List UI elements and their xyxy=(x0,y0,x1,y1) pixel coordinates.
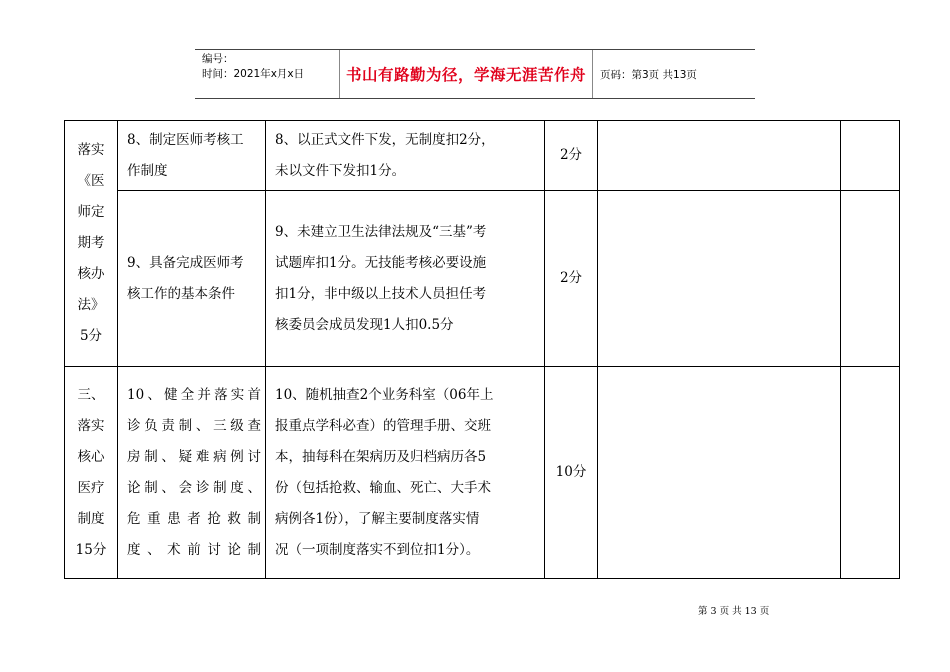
table-row xyxy=(65,367,900,579)
empty-cell xyxy=(841,191,900,367)
standard-cell xyxy=(266,121,545,191)
item-line: 论制、会诊制度、 xyxy=(127,479,261,496)
empty-cell xyxy=(598,191,841,367)
table-row xyxy=(65,121,900,191)
standard-cell xyxy=(266,191,545,367)
category-cell xyxy=(65,367,118,579)
empty-cell xyxy=(841,367,900,579)
standard-line: 况（一项制度落实不到位扣1分）。 xyxy=(275,541,480,558)
standard-line: 8、以正式文件下发，无制度扣2分， xyxy=(275,131,495,148)
item-line: 9、具备完成医师考 xyxy=(127,254,244,271)
category-line: 制度 xyxy=(77,510,105,527)
item-line: 危重患者抢救制 xyxy=(127,510,261,527)
empty-cell xyxy=(598,367,841,579)
category-line: 落实 xyxy=(77,417,105,434)
points-cell: 2分 xyxy=(545,191,598,367)
assessment-table xyxy=(64,120,900,579)
category-line: 期考 xyxy=(77,235,105,251)
category-line: 5分 xyxy=(79,328,103,344)
standard-line: 10、随机抽查2个业务科室（06年上 xyxy=(275,386,494,403)
serial-label: 编号： xyxy=(202,53,234,65)
item-line: 诊负责制、三级查 xyxy=(127,417,261,434)
standard-line: 份（包括抢救、输血、死亡、大手术 xyxy=(275,479,491,496)
empty-cell xyxy=(598,121,841,191)
item-line: 10、健全并落实首 xyxy=(127,386,261,403)
category-line: 15分 xyxy=(75,541,107,558)
header-meta xyxy=(195,50,340,98)
item-line: 核工作的基本条件 xyxy=(127,285,235,302)
table-row xyxy=(65,191,900,367)
category-line: 核心 xyxy=(77,448,105,465)
standard-line: 未以文件下发扣1分。 xyxy=(275,162,406,179)
category-line: 医疗 xyxy=(77,479,105,496)
item-line: 房制、疑难病例讨 xyxy=(127,448,261,465)
page-footer: 第 3 页 共 13 页 xyxy=(698,606,770,617)
category-line: 核办 xyxy=(77,266,105,282)
empty-cell xyxy=(841,121,900,191)
standard-line: 本，抽每科在架病历及归档病历各5 xyxy=(275,448,487,465)
category-line: 师定 xyxy=(77,204,105,220)
item-line: 度、术前讨论制 xyxy=(127,541,261,558)
item-line: 作制度 xyxy=(127,162,168,179)
item-cell xyxy=(118,191,266,367)
standard-line: 试题库扣1分。无技能考核必要设施 xyxy=(275,254,487,271)
category-cell xyxy=(65,121,118,367)
standard-line: 报重点学科必查）的管理手册、交班 xyxy=(275,417,491,434)
category-line: 三、 xyxy=(77,386,105,403)
standard-line: 病例各1份），了解主要制度落实情 xyxy=(275,510,480,527)
points-cell: 10分 xyxy=(545,367,598,579)
points-cell: 2分 xyxy=(545,121,598,191)
time-label: 时间：2021年x月x日 xyxy=(202,68,305,80)
page-header xyxy=(195,49,755,99)
category-line: 《医 xyxy=(77,173,105,189)
standard-line: 核委员会成员发现1人扣0.5分 xyxy=(275,316,454,333)
header-motto: 书山有路勤为径，学海无涯苦作舟 xyxy=(340,50,593,98)
standard-cell xyxy=(266,367,545,579)
standard-line: 扣1分，非中级以上技术人员担任考 xyxy=(275,285,487,302)
category-line: 法》 xyxy=(77,297,105,313)
item-cell xyxy=(118,367,266,579)
item-line: 8、制定医师考核工 xyxy=(127,131,244,148)
item-cell xyxy=(118,121,266,191)
standard-line: 9、未建立卫生法律法规及“三基”考 xyxy=(275,223,487,240)
category-line: 落实 xyxy=(77,142,105,158)
header-page-label: 页码：第3页 共13页 xyxy=(600,68,697,81)
